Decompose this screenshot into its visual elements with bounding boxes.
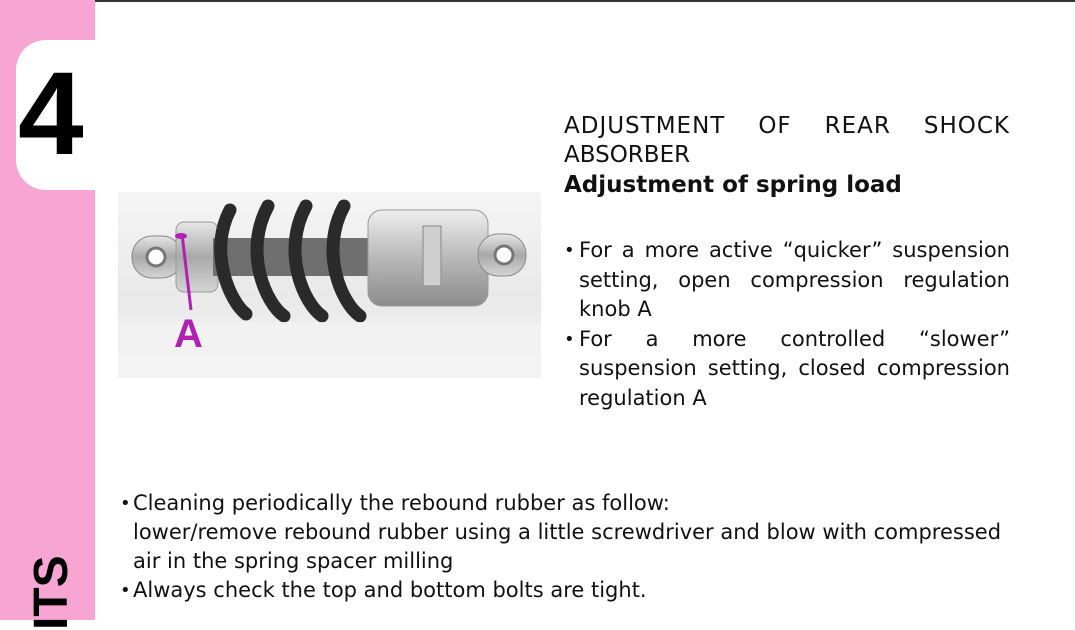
maintenance-bullet: • Always check the top and bottom bolts are tight.	[120, 576, 1010, 605]
section-content	[564, 112, 1010, 413]
maintenance-bullet: • Cleaning periodically the rebound rubber as follow:	[120, 489, 1010, 518]
sidebar-vertical-label: ITS	[25, 555, 78, 630]
section-subtitle: Adjustment of spring load	[564, 172, 902, 198]
adjustment-list	[564, 236, 1010, 413]
maintenance-bullet-continuation: lower/remove rebound rubber using a little screwdriver and blow with compressed	[133, 520, 1002, 544]
list-item: • For a more active “quicker” suspension setting, open compression regulation knob A	[564, 236, 1010, 325]
chapter-number: 4	[18, 48, 84, 180]
maintenance-notes	[120, 489, 1010, 605]
maintenance-bullet-continuation: air in the spring spacer milling	[133, 549, 454, 573]
top-rule	[95, 0, 1075, 2]
section-title: ADJUSTMENT OF REAR SHOCK	[564, 113, 1010, 139]
marker-label-a: A	[174, 312, 203, 356]
section-title-continued: ABSORBER	[564, 142, 691, 168]
list-item: • For a more controlled “slower” suspension setting, closed compression regulation A	[564, 325, 1010, 414]
